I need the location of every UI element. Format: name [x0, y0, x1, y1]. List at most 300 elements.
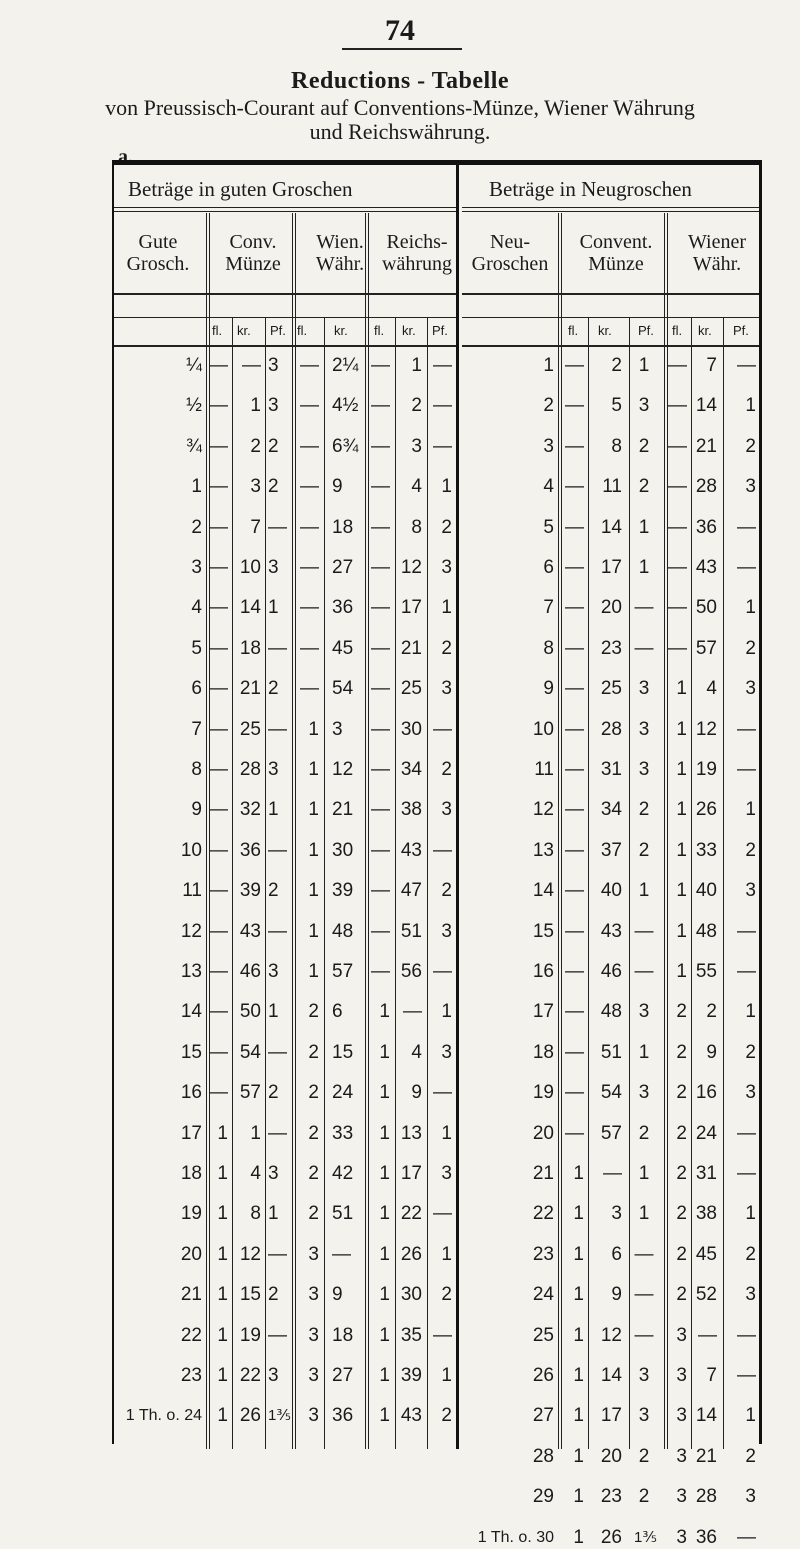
left-row-reichs-pf-cell: — — [433, 1324, 452, 1346]
right-row-convent-pf-cell: 2 — [638, 476, 650, 498]
left-row-gute-groschen-cell: ½ — [186, 395, 202, 417]
left-row-reichs-kr-cell: 3 — [411, 435, 422, 457]
left-row-reichs-kr-cell: 47 — [400, 880, 422, 902]
left-row-conv-kr-cell: 36 — [239, 839, 261, 861]
right-row-convent-fl-cell: — — [565, 557, 584, 578]
right-row-convent-fl-cell: — — [565, 1122, 584, 1144]
left-row-wien-kr-cell: 21 — [332, 799, 354, 821]
left-row-conv-kr-cell: 15 — [239, 1284, 261, 1306]
right-row-convent-kr-cell: 23 — [600, 1486, 622, 1508]
right-row-wiener-pf-cell: 1 — [745, 1405, 756, 1427]
left-row-conv-pf-cell: — — [268, 1122, 287, 1144]
left-row-conv-pf-cell: — — [268, 637, 287, 659]
right-row-convent-kr-cell: 31 — [600, 759, 622, 780]
left-row-reichs-kr-cell: 13 — [400, 1122, 422, 1144]
right-row-convent-kr-cell: 14 — [600, 1365, 622, 1386]
left-row-reichs-kr-cell: 56 — [400, 961, 422, 982]
left-row-conv-pf-cell: — — [268, 920, 287, 942]
left-row-conv-kr-cell: 43 — [239, 920, 261, 942]
col-conv-muenze: Conv. Münze — [225, 231, 281, 275]
left-row-conv-fl-cell: — — [209, 476, 228, 498]
right-row-convent-fl-cell: 1 — [573, 1163, 584, 1184]
right-row-wiener-fl-cell: 1 — [676, 961, 687, 982]
subtitle-line-1: von Preussisch-Courant auf Conventions-Münze, Wiener Währung — [105, 95, 695, 120]
left-row-conv-kr-cell: 26 — [239, 1405, 261, 1427]
left-row-conv-fl-cell: 1 — [217, 1365, 228, 1386]
left-row-wien-kr-cell: 3 — [332, 718, 343, 740]
left-row-reichs-pf-cell: — — [433, 1203, 452, 1225]
left-row-reichs-fl-cell: — — [371, 395, 390, 417]
right-row-wiener-kr-cell: 21 — [695, 1445, 717, 1467]
left-row-wien-fl-cell: — — [300, 678, 319, 700]
right-row-neu-groschen-cell: 13 — [532, 839, 554, 861]
right-row-wiener-fl-cell: — — [668, 597, 687, 619]
left-row-wien-fl-cell: 3 — [308, 1365, 319, 1386]
left-row-conv-pf-cell: 1 — [268, 597, 279, 619]
unit-kr: kr. — [698, 323, 712, 338]
right-row-convent-fl-cell: — — [565, 435, 584, 457]
right-row-wiener-kr-cell: 21 — [695, 435, 717, 457]
left-row-gute-groschen-cell: 15 — [180, 1041, 202, 1063]
rule-left-heading — [114, 207, 456, 208]
left-row-conv-pf-cell: 3 — [268, 759, 279, 780]
right-row-wiener-fl-cell: — — [668, 476, 687, 498]
left-row-gute-groschen-cell: 4 — [191, 597, 202, 619]
left-row-conv-kr-cell: 2 — [250, 435, 261, 457]
right-row-neu-groschen-cell: 1 — [543, 355, 554, 376]
col-neu-groschen: Neu- Groschen — [471, 231, 549, 275]
right-row-convent-fl-cell: — — [565, 678, 584, 700]
left-row-conv-kr-cell: — — [242, 355, 261, 376]
left-row-gute-groschen-cell: 3 — [191, 557, 202, 578]
right-row-wiener-fl-cell: 1 — [676, 759, 687, 780]
left-row-conv-fl-cell: — — [209, 557, 228, 578]
right-row-neu-groschen-cell: 14 — [532, 880, 554, 902]
left-row-gute-groschen-cell: 16 — [180, 1082, 202, 1104]
right-row-wiener-kr-cell: 9 — [706, 1041, 717, 1063]
left-row-reichs-pf-cell: — — [433, 395, 452, 417]
right-row-convent-fl-cell: 1 — [573, 1365, 584, 1386]
right-row-wiener-fl-cell: 1 — [676, 880, 687, 902]
right-row-neu-groschen-cell: 12 — [532, 799, 554, 821]
left-row-reichs-pf-cell: 2 — [441, 516, 452, 538]
right-row-wiener-kr-cell: 16 — [695, 1082, 717, 1104]
left-row-conv-pf-cell: — — [268, 516, 287, 538]
rule-right-units-top — [462, 317, 759, 318]
left-row-conv-pf-cell: 2 — [268, 678, 279, 700]
right-row-neu-groschen-cell: 22 — [532, 1203, 554, 1225]
left-row-reichs-fl-cell: 1 — [379, 1122, 390, 1144]
left-row-reichs-pf-cell: 3 — [441, 799, 452, 821]
rule-left-units-bottom — [114, 345, 456, 347]
right-row-wiener-pf-cell: 2 — [745, 1445, 756, 1467]
right-row-convent-kr-cell: 26 — [600, 1526, 622, 1548]
left-row-wien-fl-cell: 3 — [308, 1405, 319, 1427]
right-row-wiener-fl-cell: — — [668, 395, 687, 417]
right-row-wiener-fl-cell: 3 — [676, 1486, 687, 1508]
right-row-neu-groschen-cell: 3 — [543, 435, 554, 457]
left-row-reichs-pf-cell: 1 — [441, 1365, 452, 1386]
right-row-wiener-fl-cell: 3 — [676, 1445, 687, 1467]
left-row-gute-groschen-cell: 13 — [180, 961, 202, 982]
right-row-wiener-fl-cell: 1 — [676, 799, 687, 821]
left-row-gute-groschen-cell: 19 — [180, 1203, 202, 1225]
left-row-conv-fl-cell: — — [209, 1001, 228, 1023]
right-row-convent-kr-cell: 23 — [600, 637, 622, 659]
right-row-convent-kr-cell: 40 — [600, 880, 622, 902]
right-row-wiener-pf-cell: — — [737, 920, 756, 942]
right-row-convent-kr-cell: 20 — [600, 597, 622, 619]
left-row-conv-pf-cell: 1 — [268, 1001, 279, 1023]
right-row-neu-groschen-cell: 19 — [532, 1082, 554, 1104]
right-row-convent-fl-cell: — — [565, 1001, 584, 1023]
left-row-gute-groschen-cell: 18 — [180, 1163, 202, 1184]
right-row-wiener-pf-cell: 3 — [745, 880, 756, 902]
unit-kr: kr. — [237, 323, 251, 338]
right-row-convent-pf-cell: 1⅗ — [634, 1528, 657, 1546]
right-row-convent-kr-cell: — — [603, 1163, 622, 1184]
left-row-wien-fl-cell: 2 — [308, 1163, 319, 1184]
right-row-convent-pf-cell: — — [634, 961, 654, 982]
left-row-reichs-pf-cell: — — [433, 435, 452, 457]
left-row-conv-fl-cell: — — [209, 678, 228, 700]
right-row-convent-fl-cell: 1 — [573, 1203, 584, 1225]
right-row-wiener-kr-cell: — — [698, 1324, 717, 1346]
left-row-conv-pf-cell: 3 — [268, 355, 279, 376]
left-row-gute-groschen-cell: 23 — [180, 1365, 202, 1386]
right-row-convent-pf-cell: — — [634, 637, 654, 659]
right-row-wiener-fl-cell: — — [668, 516, 687, 538]
left-row-gute-groschen-cell: 22 — [180, 1324, 202, 1346]
left-row-reichs-kr-cell: 21 — [400, 637, 422, 659]
left-row-reichs-pf-cell: 3 — [441, 557, 452, 578]
left-row-gute-groschen-cell: 8 — [191, 759, 202, 780]
right-row-convent-pf-cell: — — [634, 597, 654, 619]
right-row-wiener-fl-cell: — — [668, 637, 687, 659]
left-row-wien-kr-cell: 51 — [332, 1203, 354, 1225]
right-row-convent-pf-cell: 3 — [638, 1082, 650, 1104]
right-row-convent-pf-cell: 2 — [638, 1445, 650, 1467]
right-row-wiener-pf-cell: 1 — [745, 395, 756, 417]
left-row-wien-fl-cell: 3 — [308, 1243, 319, 1265]
right-row-convent-fl-cell: — — [565, 880, 584, 902]
left-row-wien-kr-cell: 6 — [332, 1001, 343, 1023]
right-row-convent-pf-cell: 1 — [638, 1203, 650, 1225]
left-row-conv-pf-cell: 1 — [268, 799, 279, 821]
right-row-convent-pf-cell: 2 — [638, 799, 650, 821]
left-row-reichs-fl-cell: — — [371, 435, 390, 457]
left-row-reichs-pf-cell: 2 — [441, 759, 452, 780]
left-row-reichs-kr-cell: 1 — [411, 355, 422, 376]
reduction-table — [112, 160, 762, 1548]
left-row-conv-kr-cell: 28 — [239, 759, 261, 780]
right-row-wiener-pf-cell: 1 — [745, 1203, 756, 1225]
right-row-convent-kr-cell: 54 — [600, 1082, 622, 1104]
left-row-gute-groschen-cell: 14 — [180, 1001, 202, 1023]
left-row-conv-kr-cell: 22 — [239, 1365, 261, 1386]
left-row-reichs-kr-cell: 4 — [411, 476, 422, 498]
left-row-reichs-fl-cell: 1 — [379, 1243, 390, 1265]
right-row-convent-kr-cell: 51 — [600, 1041, 622, 1063]
left-row-conv-kr-cell: 21 — [239, 678, 261, 700]
right-row-wiener-pf-cell: 3 — [745, 678, 756, 700]
right-row-wiener-kr-cell: 14 — [695, 395, 717, 417]
left-row-conv-kr-cell: 3 — [250, 476, 261, 498]
rule-right-units-bottom — [462, 345, 759, 347]
unit-fl: fl. — [672, 323, 683, 338]
left-row-gute-groschen-cell: 17 — [180, 1122, 202, 1144]
right-row-convent-fl-cell: 1 — [573, 1486, 584, 1508]
right-row-convent-fl-cell: — — [565, 1041, 584, 1063]
right-row-wiener-fl-cell: 2 — [676, 1243, 687, 1265]
right-row-neu-groschen-cell: 11 — [534, 759, 554, 780]
left-row-gute-groschen-cell: 10 — [180, 839, 202, 861]
subtitle-line-2: und Reichswährung. — [309, 119, 491, 144]
right-row-convent-fl-cell: — — [565, 516, 584, 538]
right-row-wiener-kr-cell: 55 — [695, 961, 717, 982]
left-row-wien-kr-cell: 12 — [332, 759, 354, 780]
right-row-convent-pf-cell: — — [634, 920, 654, 942]
left-row-wien-kr-cell: 9 — [332, 476, 343, 498]
left-row-conv-fl-cell: — — [209, 718, 228, 740]
right-row-wiener-kr-cell: 57 — [695, 637, 717, 659]
left-row-wien-fl-cell: 1 — [308, 961, 319, 982]
right-row-convent-pf-cell: 3 — [638, 759, 650, 780]
unit-pf: Pf. — [270, 323, 286, 338]
right-row-convent-fl-cell: — — [565, 799, 584, 821]
left-row-wien-fl-cell: — — [300, 476, 319, 498]
left-row-conv-kr-cell: 1 — [250, 395, 261, 417]
left-row-conv-fl-cell: — — [209, 920, 228, 942]
right-row-convent-pf-cell: 2 — [638, 1486, 650, 1508]
left-row-wien-kr-cell: 57 — [332, 961, 354, 982]
right-row-convent-kr-cell: 57 — [600, 1122, 622, 1144]
rule-left-units-top — [114, 317, 456, 318]
left-row-conv-fl-cell: 1 — [217, 1163, 228, 1184]
right-row-convent-fl-cell: 1 — [573, 1284, 584, 1306]
unit-fl: fl. — [297, 323, 308, 338]
col-convent-muenze: Convent. Münze — [579, 231, 653, 275]
left-row-conv-kr-cell: 18 — [239, 637, 261, 659]
left-row-conv-pf-cell: — — [268, 1041, 287, 1063]
left-row-reichs-kr-cell: — — [403, 1001, 422, 1023]
right-row-wiener-kr-cell: 14 — [695, 1405, 717, 1427]
left-row-wien-kr-cell: 18 — [332, 516, 354, 538]
right-row-convent-pf-cell: 3 — [638, 1001, 650, 1023]
left-row-reichs-fl-cell: — — [371, 637, 390, 659]
left-row-reichs-kr-cell: 12 — [400, 557, 422, 578]
left-row-wien-kr-cell: 45 — [332, 637, 354, 659]
right-row-wiener-fl-cell: 2 — [676, 1041, 687, 1063]
right-row-neu-groschen-cell: 15 — [532, 920, 554, 942]
left-row-reichs-pf-cell: 1 — [441, 597, 452, 619]
right-row-convent-pf-cell: 3 — [638, 395, 650, 417]
right-row-wiener-fl-cell: 2 — [676, 1082, 687, 1104]
right-row-wiener-kr-cell: 52 — [695, 1284, 717, 1306]
left-row-reichs-pf-cell: 3 — [441, 678, 452, 700]
left-row-conv-kr-cell: 10 — [239, 557, 261, 578]
left-row-reichs-pf-cell: 1 — [441, 476, 452, 498]
left-row-wien-fl-cell: — — [300, 435, 319, 457]
left-row-conv-fl-cell: — — [209, 395, 228, 417]
left-row-reichs-fl-cell: 1 — [379, 1001, 390, 1023]
left-row-wien-fl-cell: 1 — [308, 880, 319, 902]
left-row-wien-kr-cell: 18 — [332, 1324, 354, 1346]
left-row-reichs-fl-cell: — — [371, 678, 390, 700]
left-row-reichs-pf-cell: — — [433, 1082, 452, 1104]
left-row-conv-kr-cell: 12 — [239, 1243, 261, 1265]
left-row-reichs-fl-cell: — — [371, 799, 390, 821]
right-row-convent-fl-cell: 1 — [573, 1526, 584, 1548]
left-row-gute-groschen-cell: 7 — [191, 718, 202, 740]
left-row-conv-kr-cell: 46 — [239, 961, 261, 982]
right-row-wiener-pf-cell: 3 — [745, 476, 756, 498]
right-row-wiener-kr-cell: 12 — [695, 718, 717, 740]
right-row-wiener-pf-cell: 3 — [745, 1486, 756, 1508]
right-row-convent-fl-cell: — — [565, 355, 584, 376]
right-row-convent-pf-cell: — — [634, 1243, 654, 1265]
left-row-conv-kr-cell: 25 — [239, 718, 261, 740]
right-row-wiener-fl-cell: 3 — [676, 1365, 687, 1386]
right-row-convent-pf-cell: 1 — [638, 355, 650, 376]
left-row-conv-kr-cell: 54 — [239, 1041, 261, 1063]
right-row-wiener-kr-cell: 4 — [706, 678, 717, 700]
col-reichswaehrung: Reichs- währung — [382, 231, 452, 275]
right-row-wiener-kr-cell: 36 — [695, 516, 717, 538]
right-row-wiener-fl-cell: 2 — [676, 1122, 687, 1144]
table-subtitle — [0, 96, 800, 144]
right-row-wiener-pf-cell: — — [737, 1324, 756, 1346]
right-row-wiener-pf-cell: 2 — [745, 637, 756, 659]
right-row-convent-kr-cell: 8 — [611, 435, 622, 457]
left-row-reichs-fl-cell: — — [371, 759, 390, 780]
right-row-wiener-kr-cell: 38 — [695, 1203, 717, 1225]
left-row-conv-pf-cell: 3 — [268, 395, 279, 417]
left-row-conv-pf-cell: — — [268, 1324, 287, 1346]
right-row-convent-pf-cell: 2 — [638, 435, 650, 457]
left-row-reichs-kr-cell: 26 — [400, 1243, 422, 1265]
left-row-reichs-fl-cell: — — [371, 597, 390, 619]
right-row-convent-pf-cell: 1 — [638, 557, 650, 578]
left-row-gute-groschen-cell: 1 Th. o. 24 — [125, 1407, 202, 1425]
right-row-convent-kr-cell: 20 — [600, 1445, 622, 1467]
left-row-wien-kr-cell: 24 — [332, 1082, 354, 1104]
page-number: 74 — [385, 14, 415, 47]
right-row-wiener-pf-cell: — — [737, 961, 756, 982]
unit-fl: fl. — [374, 323, 385, 338]
right-row-wiener-pf-cell: — — [737, 718, 756, 740]
right-row-wiener-pf-cell: — — [737, 1365, 756, 1386]
right-row-wiener-fl-cell: 1 — [676, 678, 687, 700]
left-row-wien-kr-cell: 4½ — [332, 395, 359, 417]
unit-pf: Pf. — [432, 323, 448, 338]
left-row-reichs-kr-cell: 39 — [400, 1365, 422, 1386]
left-row-reichs-fl-cell: 1 — [379, 1324, 390, 1346]
left-row-reichs-pf-cell: 2 — [441, 637, 452, 659]
left-row-conv-fl-cell: — — [209, 1082, 228, 1104]
left-row-wien-kr-cell: 27 — [332, 1365, 354, 1386]
left-row-conv-pf-cell: 2 — [268, 880, 279, 902]
right-row-wiener-kr-cell: 28 — [695, 476, 717, 498]
right-row-wiener-pf-cell: 2 — [745, 1041, 756, 1063]
right-row-neu-groschen-cell: 21 — [532, 1163, 554, 1184]
left-row-reichs-pf-cell: 2 — [441, 1284, 452, 1306]
left-row-reichs-pf-cell: 1 — [441, 1243, 452, 1265]
right-row-convent-kr-cell: 37 — [600, 839, 622, 861]
left-row-wien-fl-cell: — — [300, 395, 319, 417]
left-row-gute-groschen-cell: 20 — [180, 1243, 202, 1265]
rule-right-heading — [462, 207, 759, 208]
left-row-conv-pf-cell: 3 — [268, 557, 279, 578]
right-row-convent-kr-cell: 12 — [600, 1324, 622, 1346]
left-row-conv-pf-cell: 1⅗ — [268, 1407, 291, 1425]
left-row-wien-kr-cell: 15 — [332, 1041, 354, 1063]
left-row-reichs-fl-cell: — — [371, 557, 390, 578]
right-row-convent-pf-cell: 3 — [638, 678, 650, 700]
left-row-conv-fl-cell: 1 — [217, 1203, 228, 1225]
right-row-convent-kr-cell: 6 — [611, 1243, 622, 1265]
left-row-reichs-kr-cell: 17 — [400, 1163, 422, 1184]
right-row-convent-fl-cell: — — [565, 759, 584, 780]
left-row-conv-fl-cell: — — [209, 435, 228, 457]
left-row-wien-kr-cell: 30 — [332, 839, 354, 861]
left-row-wien-fl-cell: 3 — [308, 1284, 319, 1306]
right-row-convent-kr-cell: 11 — [602, 476, 622, 498]
unit-pf: Pf. — [733, 323, 749, 338]
left-row-conv-fl-cell: — — [209, 799, 228, 821]
right-row-convent-pf-cell: 3 — [638, 1365, 650, 1386]
right-row-wiener-fl-cell: — — [668, 355, 687, 376]
right-section-heading: Beträge in Neugroschen — [489, 177, 692, 201]
left-row-reichs-pf-cell: 3 — [441, 920, 452, 942]
right-row-convent-kr-cell: 2 — [611, 355, 622, 376]
left-row-wien-fl-cell: — — [300, 355, 319, 376]
right-row-wiener-kr-cell: 28 — [695, 1486, 717, 1508]
right-row-wiener-fl-cell: 3 — [676, 1324, 687, 1346]
right-row-neu-groschen-cell: 24 — [532, 1284, 554, 1306]
left-row-wien-kr-cell: 9 — [332, 1284, 343, 1306]
left-row-wien-kr-cell: — — [332, 1243, 351, 1265]
right-row-convent-fl-cell: — — [565, 920, 584, 942]
col-gute-groschen: Gute Grosch. — [126, 231, 190, 275]
left-row-conv-pf-cell: 2 — [268, 435, 279, 457]
right-row-convent-kr-cell: 48 — [600, 1001, 622, 1023]
right-row-neu-groschen-cell: 23 — [532, 1243, 554, 1265]
left-row-reichs-kr-cell: 43 — [400, 839, 422, 861]
right-row-neu-groschen-cell: 2 — [543, 395, 554, 417]
left-row-reichs-kr-cell: 51 — [400, 920, 422, 942]
left-row-reichs-kr-cell: 9 — [411, 1082, 422, 1104]
left-row-conv-pf-cell: 2 — [268, 1284, 279, 1306]
right-row-wiener-fl-cell: 2 — [676, 1001, 687, 1023]
left-row-reichs-kr-cell: 35 — [400, 1324, 422, 1346]
right-row-wiener-pf-cell: 2 — [745, 435, 756, 457]
right-row-convent-kr-cell: 34 — [600, 799, 622, 821]
left-row-reichs-pf-cell: 1 — [441, 1122, 452, 1144]
left-row-reichs-fl-cell: — — [371, 961, 390, 982]
left-row-reichs-pf-cell: — — [433, 961, 452, 982]
left-row-conv-fl-cell: — — [209, 637, 228, 659]
left-row-conv-fl-cell: — — [209, 597, 228, 619]
right-row-wiener-kr-cell: 33 — [695, 839, 717, 861]
left-row-conv-pf-cell: 3 — [268, 1365, 279, 1386]
left-row-reichs-kr-cell: 4 — [411, 1041, 422, 1063]
left-row-conv-fl-cell: — — [209, 880, 228, 902]
right-row-wiener-kr-cell: 40 — [695, 880, 717, 902]
left-row-wien-fl-cell: 2 — [308, 1041, 319, 1063]
left-row-wien-kr-cell: 2¼ — [332, 355, 359, 376]
left-row-conv-kr-cell: 14 — [239, 597, 261, 619]
